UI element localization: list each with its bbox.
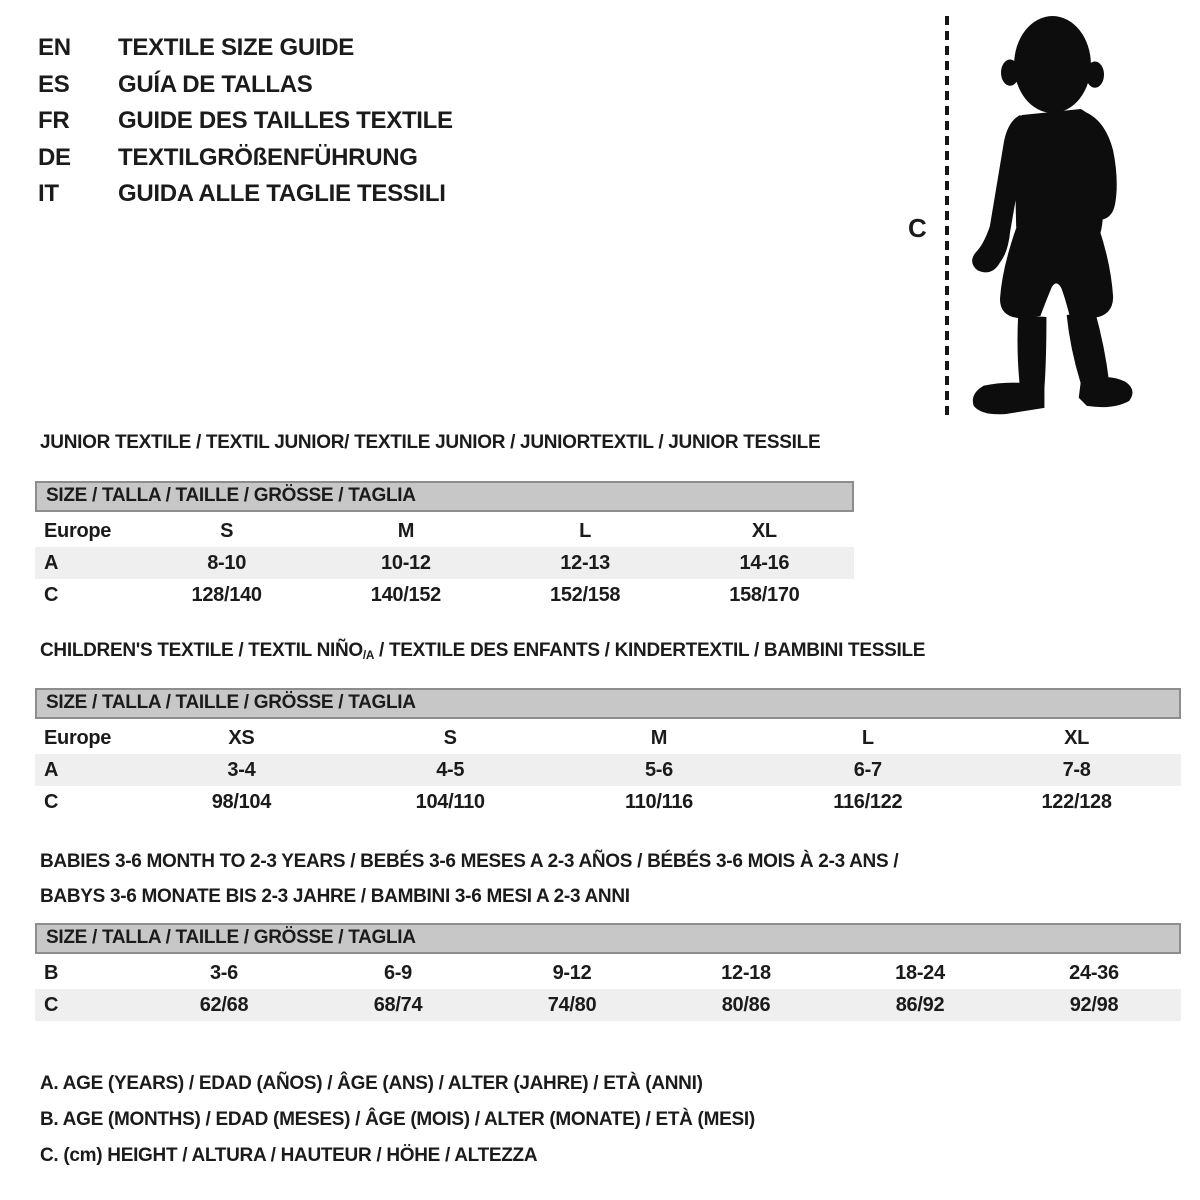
- row-label: A: [44, 758, 59, 781]
- row-label: C: [44, 583, 59, 606]
- row-label: Europe: [44, 519, 112, 542]
- size-cell: 98/104: [211, 790, 272, 813]
- language-list: [38, 30, 453, 213]
- size-header-bar: SIZE / TALLA / TAILLE / GRÖSSE / TAGLIA: [35, 481, 854, 512]
- size-cell: M: [650, 726, 668, 749]
- language-row: [38, 140, 453, 177]
- size-cell: 116/122: [833, 790, 903, 813]
- size-cell: 62/68: [199, 993, 249, 1016]
- size-header-bar: SIZE / TALLA / TAILLE / GRÖSSE / TAGLIA: [35, 688, 1181, 719]
- size-cell: 12-13: [560, 551, 610, 574]
- size-cell: 14-16: [739, 551, 790, 574]
- size-cell: 140/152: [370, 583, 441, 606]
- size-cell: 110/116: [624, 790, 693, 813]
- language-code: FR: [38, 107, 70, 134]
- junior-size-table: [35, 481, 854, 611]
- size-cell: 152/158: [550, 583, 621, 606]
- size-cell: XL: [751, 519, 777, 542]
- size-cell: 3-6: [209, 961, 238, 984]
- children-size-table: [35, 688, 1181, 818]
- size-cell: 128/140: [191, 583, 262, 606]
- height-measure-dashed-line: [945, 16, 949, 415]
- table-row: [35, 547, 854, 579]
- measure-label-c: C: [908, 213, 927, 243]
- size-cell: S: [443, 726, 457, 749]
- language-label: GUÍA DE TALLAS: [118, 70, 313, 98]
- language-code: DE: [38, 143, 71, 171]
- table-row: [35, 957, 1181, 989]
- title-line: BABIES 3-6 MONTH TO 2-3 YEARS / BEBÉS 3-6 MESES A 2-3 AÑOS / BÉBÉS 3-6 MOIS À 2-3 ANS /: [40, 851, 899, 872]
- size-cell: 3-4: [227, 758, 256, 781]
- size-cell: 4-5: [436, 758, 465, 781]
- language-code: EN: [38, 34, 71, 61]
- babies-size-table: [35, 923, 1181, 1021]
- title-line: BABYS 3-6 MONATE BIS 2-3 JAHRE / BAMBINI 3-6 MESI A 2-3 ANNI: [40, 886, 630, 907]
- table-row: [35, 515, 854, 547]
- table-row: [35, 786, 1181, 818]
- size-cell: XL: [1064, 726, 1090, 749]
- table-row: [35, 989, 1181, 1021]
- title-part-sub: /A: [362, 649, 375, 662]
- table-row: [35, 722, 1181, 754]
- size-cell: 104/110: [415, 790, 485, 813]
- table-rows: [35, 722, 1181, 818]
- size-header-bar: SIZE / TALLA / TAILLE / GRÖSSE / TAGLIA: [35, 923, 1181, 954]
- size-cell: 86/92: [895, 993, 945, 1016]
- row-label: A: [44, 551, 59, 574]
- size-cell: 80/86: [721, 993, 771, 1016]
- row-label: B: [44, 961, 59, 984]
- size-cell: 8-10: [207, 551, 247, 574]
- section-title-junior: JUNIOR TEXTILE / TEXTIL JUNIOR/ TEXTILE JUNIOR / JUNIORTEXTIL / JUNIOR TESSILE: [40, 432, 821, 453]
- row-label: C: [44, 790, 59, 813]
- language-label: TEXTILGRÖßENFÜHRUNG: [118, 143, 418, 171]
- size-cell: 5-6: [644, 758, 673, 781]
- table-row: [35, 579, 854, 611]
- language-label: TEXTILE SIZE GUIDE: [118, 34, 354, 61]
- size-cell: 24-36: [1069, 961, 1119, 984]
- size-cell: 6-7: [853, 758, 882, 781]
- size-cell: 68/74: [373, 993, 423, 1016]
- size-cell: 74/80: [547, 993, 597, 1016]
- language-code: IT: [38, 180, 59, 207]
- legend-line-c: C. (cm) HEIGHT / ALTURA / HAUTEUR / HÖHE / ALTEZZA: [40, 1145, 538, 1166]
- size-cell: XS: [228, 726, 255, 749]
- language-code: ES: [38, 70, 70, 98]
- size-cell: 92/98: [1069, 993, 1119, 1016]
- title-part: / TEXTILE DES ENFANTS / KINDERTEXTIL / BAMBINI TESSILE: [374, 640, 926, 661]
- section-title-babies: [40, 844, 898, 914]
- size-cell: 122/128: [1041, 790, 1112, 813]
- size-cell: M: [397, 519, 415, 542]
- legend: [40, 1066, 755, 1174]
- table-rows: [35, 957, 1181, 1021]
- language-row: [38, 67, 453, 104]
- legend-line-b: B. AGE (MONTHS) / EDAD (MESES) / ÂGE (MOIS) / ALTER (MONATE) / ETÀ (MESI): [40, 1109, 755, 1130]
- row-label: C: [44, 993, 59, 1016]
- title-part: CHILDREN'S TEXTILE / TEXTIL NIÑO: [40, 640, 363, 661]
- size-cell: L: [861, 726, 874, 749]
- legend-line-a: A. AGE (YEARS) / EDAD (AÑOS) / ÂGE (ANS) / ALTER (JAHRE) / ETÀ (ANNI): [40, 1073, 703, 1094]
- language-label: GUIDE DES TAILLES TEXTILE: [118, 107, 453, 134]
- size-cell: L: [579, 519, 592, 542]
- table-rows: [35, 515, 854, 611]
- row-label: Europe: [44, 726, 112, 749]
- size-cell: 18-24: [895, 961, 945, 984]
- section-title-children: [40, 640, 925, 662]
- size-cell: S: [220, 519, 234, 542]
- language-row: [38, 176, 453, 213]
- size-cell: 12-18: [721, 961, 771, 984]
- size-cell: 9-12: [552, 961, 592, 984]
- toddler-silhouette-icon: [963, 14, 1141, 418]
- language-row: [38, 103, 453, 140]
- table-row: [35, 754, 1181, 786]
- size-cell: 10-12: [381, 551, 431, 574]
- size-cell: 7-8: [1062, 758, 1091, 781]
- size-cell: 158/170: [729, 583, 800, 606]
- language-row: [38, 30, 453, 67]
- language-label: GUIDA ALLE TAGLIE TESSILI: [118, 180, 446, 207]
- size-cell: 6-9: [383, 961, 412, 984]
